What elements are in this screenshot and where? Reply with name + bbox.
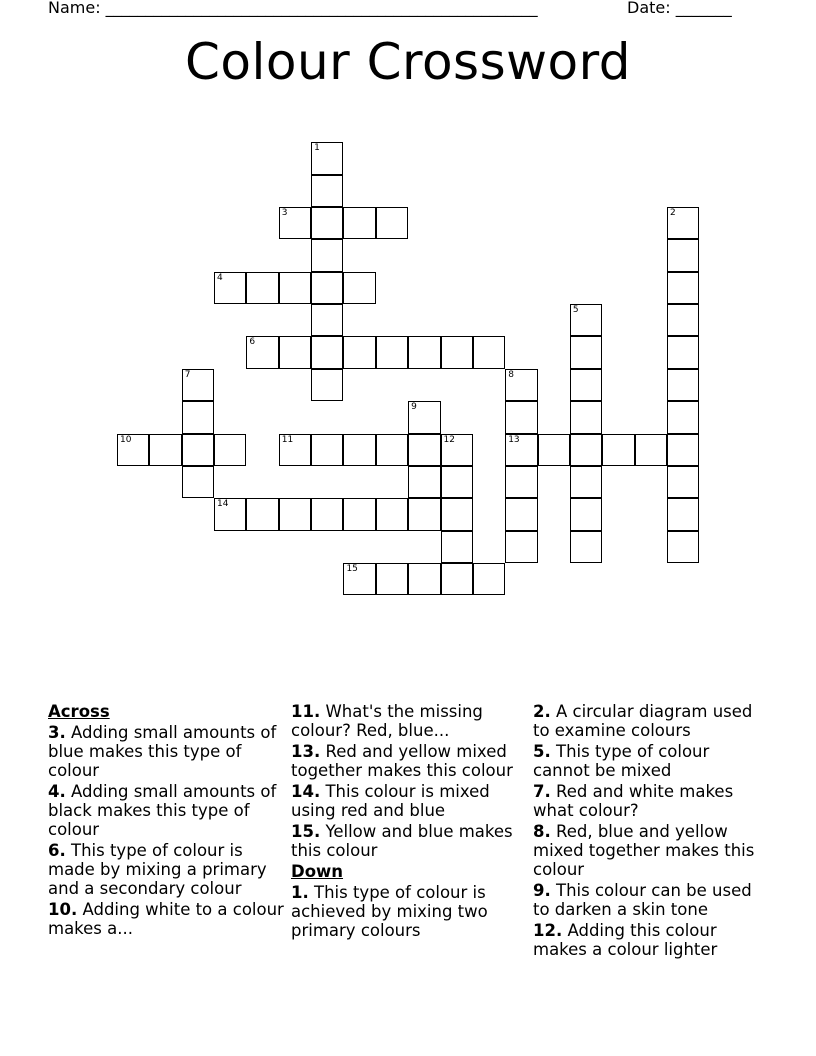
grid-cell[interactable] — [441, 498, 473, 530]
clue-text: This type of colour is achieved by mixing two primary colours — [291, 883, 488, 940]
date-field-label: Date: _______ — [627, 0, 732, 17]
grid-cell[interactable] — [602, 434, 634, 466]
grid-cell[interactable] — [570, 531, 602, 563]
grid-cell[interactable] — [149, 434, 181, 466]
grid-cell[interactable] — [667, 369, 699, 401]
grid-cell[interactable] — [311, 498, 343, 530]
clue-number-label: 10 — [120, 434, 132, 445]
grid-cell[interactable] — [182, 434, 214, 466]
grid-cell[interactable] — [311, 142, 343, 174]
grid-cell[interactable] — [376, 434, 408, 466]
grid-cell[interactable] — [182, 369, 214, 401]
grid-cell[interactable] — [570, 336, 602, 368]
grid-cell[interactable] — [505, 401, 537, 433]
clue-item — [291, 742, 527, 780]
clue-text: A circular diagram used to examine colours — [533, 702, 753, 740]
grid-cell[interactable] — [214, 272, 246, 304]
grid-cell[interactable] — [441, 531, 473, 563]
clue-number: 14. — [291, 782, 321, 801]
clue-text: Yellow and blue makes this colour — [291, 822, 513, 860]
grid-cell[interactable] — [117, 434, 149, 466]
clue-number-label: 15 — [346, 563, 358, 574]
clue-number-label: 14 — [217, 499, 229, 510]
grid-cell[interactable] — [279, 434, 311, 466]
grid-cell[interactable] — [408, 401, 440, 433]
grid-cell[interactable] — [570, 498, 602, 530]
grid-cell[interactable] — [343, 563, 375, 595]
grid-cell[interactable] — [667, 239, 699, 271]
grid-cell[interactable] — [505, 369, 537, 401]
clue-item — [48, 841, 284, 898]
grid-cell[interactable] — [635, 434, 667, 466]
clue-item — [291, 822, 527, 860]
grid-cell[interactable] — [214, 498, 246, 530]
clue-text: Adding small amounts of black makes this type of colour — [48, 782, 277, 839]
grid-cell[interactable] — [408, 466, 440, 498]
clue-section-heading: Down — [291, 862, 344, 881]
clue-item — [291, 883, 527, 940]
clue-number: 5. — [533, 742, 551, 761]
grid-cell[interactable] — [343, 434, 375, 466]
grid-cell[interactable] — [570, 304, 602, 336]
clue-number: 4. — [48, 782, 66, 801]
clue-item — [48, 723, 284, 780]
clue-number-label: 4 — [217, 272, 223, 283]
grid-cell[interactable] — [246, 336, 278, 368]
clue-item — [533, 702, 769, 740]
clue-text: Red, blue and yellow mixed together makes this colour — [533, 822, 755, 879]
clue-number: 2. — [533, 702, 551, 721]
clue-number: 3. — [48, 723, 66, 742]
grid-cell[interactable] — [376, 207, 408, 239]
grid-cell[interactable] — [311, 434, 343, 466]
clue-text: This colour is mixed using red and blue — [291, 782, 490, 820]
clue-section-heading: Across — [48, 702, 110, 721]
clue-number: 15. — [291, 822, 321, 841]
grid-cell[interactable] — [667, 498, 699, 530]
grid-cell[interactable] — [441, 336, 473, 368]
grid-cell[interactable] — [538, 434, 570, 466]
grid-cell[interactable] — [408, 563, 440, 595]
grid-cell[interactable] — [279, 498, 311, 530]
clue-number: 6. — [48, 841, 66, 860]
clue-number: 11. — [291, 702, 321, 721]
clue-item — [48, 782, 284, 839]
grid-cell[interactable] — [667, 531, 699, 563]
clue-text: Red and yellow mixed together makes this colour — [291, 742, 513, 780]
clue-text: Adding white to a colour makes a... — [48, 900, 284, 938]
grid-cell[interactable] — [376, 498, 408, 530]
clues-column-2 — [291, 702, 527, 942]
clue-text: This type of colour cannot be mixed — [533, 742, 710, 780]
clue-number: 12. — [533, 921, 563, 940]
grid-cell[interactable] — [667, 336, 699, 368]
grid-cell[interactable] — [667, 434, 699, 466]
grid-cell[interactable] — [311, 336, 343, 368]
grid-cell[interactable] — [570, 401, 602, 433]
clue-text: Adding small amounts of blue makes this type of colour — [48, 723, 277, 780]
grid-cell[interactable] — [246, 272, 278, 304]
clue-number: 8. — [533, 822, 551, 841]
grid-cell[interactable] — [343, 207, 375, 239]
clue-text: Red and white makes what colour? — [533, 782, 734, 820]
clue-item — [48, 900, 284, 938]
grid-cell[interactable] — [408, 434, 440, 466]
clue-text: This type of colour is made by mixing a primary and a secondary colour — [48, 841, 267, 898]
grid-cell[interactable] — [505, 498, 537, 530]
clue-number-label: 9 — [411, 402, 417, 413]
clue-number: 13. — [291, 742, 321, 761]
grid-cell[interactable] — [505, 466, 537, 498]
grid-cell[interactable] — [311, 207, 343, 239]
grid-cell[interactable] — [570, 466, 602, 498]
grid-cell[interactable] — [182, 466, 214, 498]
clues-column-3 — [533, 702, 769, 961]
grid-cell[interactable] — [311, 272, 343, 304]
clue-item — [533, 822, 769, 879]
clue-number-label: 13 — [508, 434, 520, 445]
grid-cell[interactable] — [311, 369, 343, 401]
clue-text: This colour can be used to darken a skin tone — [533, 881, 752, 919]
clue-item — [533, 881, 769, 919]
grid-cell[interactable] — [408, 498, 440, 530]
grid-cell[interactable] — [570, 434, 602, 466]
clue-number: 1. — [291, 883, 309, 902]
grid-cell[interactable] — [408, 336, 440, 368]
grid-cell[interactable] — [311, 239, 343, 271]
clue-number-label: 11 — [281, 434, 294, 445]
clue-item — [533, 742, 769, 780]
grid-cell[interactable] — [279, 336, 311, 368]
grid-cell[interactable] — [570, 369, 602, 401]
grid-cell[interactable] — [343, 336, 375, 368]
clue-item — [291, 702, 527, 740]
clue-number-label: 6 — [249, 337, 256, 348]
grid-cell[interactable] — [214, 434, 246, 466]
clue-number-label: 8 — [508, 369, 514, 380]
clue-number-label: 7 — [184, 369, 191, 380]
clue-number-label: 5 — [572, 305, 579, 316]
grid-cell[interactable] — [182, 401, 214, 433]
grid-cell[interactable] — [505, 531, 537, 563]
name-field-label: Name: ______________________________________________________ — [48, 0, 538, 17]
grid-cell[interactable] — [667, 401, 699, 433]
clue-number-label: 2 — [669, 208, 676, 219]
grid-cell[interactable] — [441, 434, 473, 466]
grid-cell[interactable] — [667, 207, 699, 239]
clues-column-1 — [48, 702, 284, 940]
grid-cell[interactable] — [279, 272, 311, 304]
clue-item — [533, 921, 769, 959]
clue-text: What's the missing colour? Red, blue... — [291, 702, 483, 740]
page-title: Colour Crossword — [184, 33, 632, 91]
clue-number-label: 12 — [443, 434, 455, 445]
clue-number: 9. — [533, 881, 551, 900]
grid-cell[interactable] — [376, 563, 408, 595]
grid-cell[interactable] — [667, 466, 699, 498]
grid-cell[interactable] — [441, 563, 473, 595]
clue-item — [533, 782, 769, 820]
clue-text: Adding this colour makes a colour lighter — [533, 921, 718, 959]
grid-cell[interactable] — [473, 336, 505, 368]
grid-cell[interactable] — [311, 304, 343, 336]
grid-cell[interactable] — [343, 272, 375, 304]
grid-cell[interactable] — [246, 498, 278, 530]
clue-number: 10. — [48, 900, 78, 919]
grid-cell[interactable] — [311, 175, 343, 207]
grid-cell[interactable] — [343, 498, 375, 530]
grid-cell[interactable] — [376, 336, 408, 368]
clue-number-label: 3 — [281, 208, 288, 219]
grid-cell[interactable] — [473, 563, 505, 595]
grid-cell[interactable] — [667, 272, 699, 304]
clue-number-label: 1 — [314, 143, 320, 154]
grid-cell[interactable] — [279, 207, 311, 239]
grid-cell[interactable] — [505, 434, 537, 466]
grid-cell[interactable] — [441, 466, 473, 498]
grid-cell[interactable] — [667, 304, 699, 336]
clue-item — [291, 782, 527, 820]
clue-number: 7. — [533, 782, 551, 801]
